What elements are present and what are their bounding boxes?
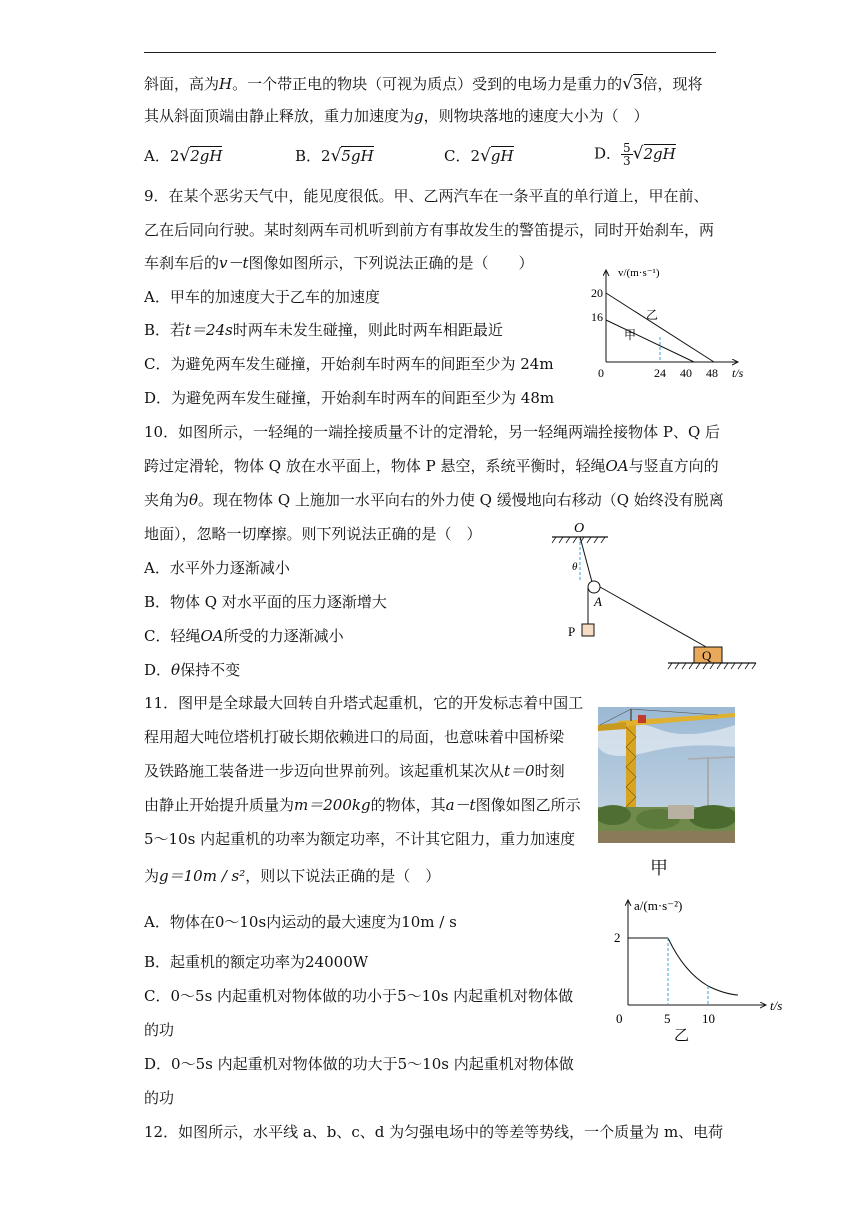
label-jia: 甲 — [624, 328, 637, 342]
q10-line3: 夹角为θ。现在物体 Q 上施加一水平向右的外力使 Q 缓慢地向右移动（Q 始终没有脱离 — [144, 491, 724, 509]
tick-40: 40 — [680, 366, 692, 380]
q8-option-b: B．2√5gH — [295, 146, 374, 166]
tick-5: 5 — [664, 1011, 671, 1026]
label-a: A — [594, 594, 602, 609]
pulley — [588, 581, 600, 593]
q9-option-b: B．若t＝24s时两车未发生碰撞，则此时两车相距最近 — [144, 321, 503, 339]
q10-line4: 地面），忽略一切摩擦。则下列说法正确的是（ ） — [144, 525, 482, 543]
ground-hatch — [668, 663, 756, 669]
q11-line1: 11．图甲是全球最大回转自升塔式起重机，它的开发标志着中国工 — [144, 694, 584, 712]
q11-option-d: D．0～5s 内起重机对物体做的功大于5～10s 内起重机对物体做 — [144, 1055, 574, 1073]
q11-line6: 为g＝10m / s²，则以下说法正确的是（ ） — [144, 867, 441, 885]
tick-16: 16 — [591, 310, 603, 324]
ceiling-hatch — [552, 537, 605, 543]
q10-option-b: B．物体 Q 对水平面的压力逐渐增大 — [144, 593, 387, 611]
photo-caption: 甲 — [650, 858, 668, 879]
tick-24: 24 — [654, 366, 666, 380]
q9-vt-graph — [586, 262, 756, 382]
graph-caption: 乙 — [674, 1028, 690, 1042]
q11-line3: 及铁路施工装备进一步迈向世界前列。该起重机某次从t＝0时刻 — [144, 762, 565, 780]
tick-20: 20 — [591, 286, 603, 300]
q9-option-c: C．为避免两车发生碰撞，开始刹车时两车的间距至少为 24m — [144, 355, 554, 373]
x-axis-label: t/s — [732, 366, 744, 380]
tick-2: 2 — [614, 930, 621, 945]
q11-option-a: A．物体在0～10s内运动的最大速度为10m / s — [144, 913, 457, 931]
q12-line1: 12．如图所示，水平线 a、b、c、d 为匀强电场中的等差等势线，一个质量为 m、电荷 — [144, 1123, 724, 1141]
q11-line4: 由静止开始提升质量为m＝200kg的物体，其a－t图像如图乙所示 — [144, 796, 581, 814]
a-decay-curve — [668, 938, 738, 995]
q9-option-a: A．甲车的加速度大于乙车的加速度 — [144, 288, 380, 306]
label-o: O — [574, 521, 585, 536]
x-axis-label: t/s — [770, 998, 783, 1013]
q11-option-c-cont: 的功 — [144, 1021, 175, 1039]
tick-48: 48 — [706, 366, 718, 380]
q11-line2: 程用超大吨位塔机打破长期依赖进口的局面，也意味着中国桥梁 — [144, 728, 565, 746]
q9-line2: 乙在后同向行驶。某时刻两车司机听到前方有事故发生的警笛提示，同时开始刹车，两 — [144, 221, 715, 239]
q10-option-c: C．轻绳OA所受的力逐渐减小 — [144, 627, 344, 645]
q11-option-c: C．0～5s 内起重机对物体做的功小于5～10s 内起重机对物体做 — [144, 987, 574, 1005]
q11-line5: 5～10s 内起重机的功率为额定功率，不计其它阻力，重力加速度 — [144, 830, 576, 848]
q8-line1: 斜面，高为H。一个带正电的物块（可视为质点）受到的电场力是重力的√3倍，现将 — [144, 74, 703, 94]
q9-option-d: D．为避免两车发生碰撞，开始刹车时两车的间距至少为 48m — [144, 389, 555, 407]
origin-label: 0 — [616, 1011, 623, 1026]
origin-label: 0 — [598, 366, 604, 380]
q11-option-b: B．起重机的额定功率为24000W — [144, 953, 369, 971]
q8-line2: 其从斜面顶端由静止释放，重力加速度为g，则物块落地的速度大小为（ ） — [144, 107, 649, 125]
q8-option-c: C．2√gH — [444, 146, 514, 166]
top-rule — [144, 52, 716, 53]
y-axis-label: a/(m·s⁻²) — [634, 898, 683, 913]
q11-option-d-cont: 的功 — [144, 1089, 175, 1107]
tick-10: 10 — [702, 1011, 715, 1026]
q10-pulley-figure — [548, 520, 758, 670]
block-p — [582, 624, 594, 636]
q10-line2: 跨过定滑轮，物体 Q 放在水平面上，物体 P 悬空，系统平衡时，轻绳OA与竖直方向的 — [144, 457, 719, 475]
rope-q — [600, 587, 708, 648]
label-theta: θ — [572, 561, 578, 573]
label-yi: 乙 — [646, 308, 659, 322]
rope-oa — [580, 537, 592, 582]
label-q: Q — [702, 648, 712, 663]
q8-option-d: D． $\frac{5}{3}$ √2gH — [594, 141, 676, 168]
crane-photo — [598, 707, 735, 843]
q8-option-a: A．2√2gH — [144, 146, 223, 166]
q9-line1: 9．在某个恶劣天气中，能见度很低。甲、乙两汽车在一条平直的单行道上，甲在前、 — [144, 187, 709, 205]
q10-line1: 10．如图所示，一轻绳的一端拴接质量不计的定滑轮，另一轻绳两端拴接物体 P、Q 后 — [144, 423, 721, 441]
q9-line3: 车刹车后的v－t图像如图所示，下列说法正确的是（ ） — [144, 254, 534, 272]
fraction: $\frac{5}{3}$ — [623, 141, 631, 168]
y-axis-label: v/(m·s⁻¹) — [618, 267, 660, 279]
label-p: P — [568, 624, 576, 639]
q11-at-graph — [606, 892, 792, 1042]
q10-option-d: D．θ保持不变 — [144, 661, 241, 679]
q10-option-a: A．水平外力逐渐减小 — [144, 559, 290, 577]
